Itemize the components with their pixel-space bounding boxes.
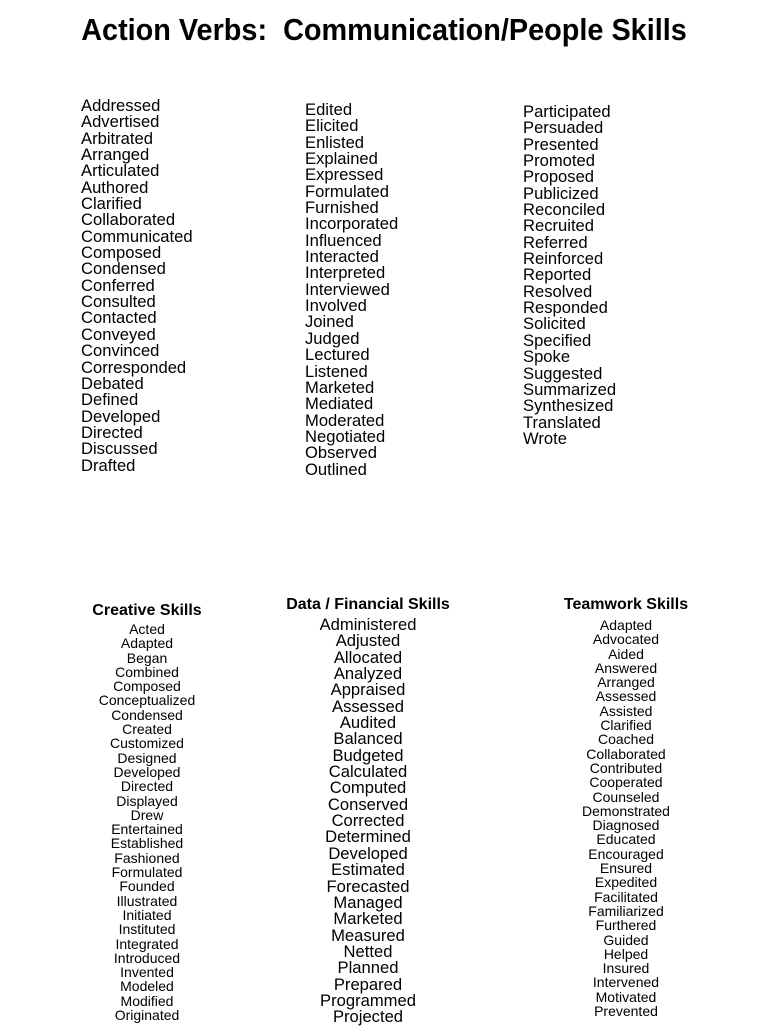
communication-column-1: [81, 98, 193, 474]
verb-item: Projected: [332, 1007, 404, 1026]
verb-item: Facilitated: [594, 888, 658, 905]
verb-item: Recruited: [523, 216, 595, 236]
verb-item: Reported: [523, 265, 592, 285]
verb-item: Judged: [305, 328, 360, 348]
verb-item: Authored: [81, 177, 149, 197]
verb-item: Summarized: [523, 379, 617, 399]
verb-item: Illustrated: [116, 892, 178, 909]
verb-item: Listened: [305, 361, 368, 381]
verb-item: Integrated: [115, 935, 179, 952]
verb-item: Established: [110, 835, 184, 852]
verb-item: Developed: [81, 406, 161, 426]
verb-item: Synthesized: [523, 396, 614, 416]
verb-item: Adapted: [599, 617, 653, 633]
verb-item: Fashioned: [114, 849, 180, 866]
verb-item: Invented: [120, 964, 174, 981]
verb-item: Displayed: [116, 792, 178, 809]
verb-item: Solicited: [523, 314, 586, 334]
verb-item: Estimated: [331, 860, 405, 880]
verb-item: Netted: [343, 941, 393, 961]
verb-item: Suggested: [523, 363, 603, 383]
verb-item: Specified: [523, 330, 592, 350]
verb-item: Assessed: [595, 688, 657, 705]
verb-item: Developed: [328, 843, 408, 863]
verb-item: Interpreted: [305, 263, 386, 283]
verb-item: Responded: [523, 298, 608, 318]
verb-item: Familiarized: [588, 902, 664, 919]
verb-item: Lectured: [305, 345, 370, 365]
verb-item: Condensed: [111, 706, 183, 723]
verb-item: Cooperated: [589, 774, 663, 791]
verb-item: Customized: [110, 735, 184, 752]
verb-item: Assessed: [332, 696, 404, 716]
page-title: Action Verbs: Communication/People Skills: [81, 12, 687, 47]
verb-item: Corrected: [331, 811, 405, 831]
verb-item: Incorporated: [305, 214, 399, 234]
verb-item: Persuaded: [523, 118, 604, 138]
verb-item: Proposed: [523, 167, 595, 187]
verb-item: Introduced: [113, 949, 181, 966]
verb-item: Directed: [81, 422, 143, 442]
verb-item: Programmed: [320, 990, 416, 1010]
verb-item: Drew: [130, 806, 164, 823]
verb-item: Advocated: [592, 631, 660, 648]
verb-item: Marketed: [333, 909, 403, 929]
verb-item: Designed: [117, 749, 177, 766]
verb-item: Collaborated: [81, 210, 176, 230]
verb-item: Educated: [596, 831, 656, 848]
verb-item: Allocated: [333, 647, 403, 667]
verb-item: Enlisted: [305, 132, 365, 152]
verb-item: Formulated: [305, 181, 389, 201]
verb-item: Promoted: [523, 151, 595, 171]
verb-item: Determined: [325, 827, 411, 847]
verb-item: Mediated: [305, 394, 374, 414]
verb-item: Negotiated: [305, 426, 386, 446]
verb-item: Consulted: [81, 292, 156, 312]
verb-item: Involved: [305, 296, 367, 316]
verb-item: Guided: [603, 931, 649, 948]
verb-item: Intervened: [592, 974, 660, 991]
verb-item: Conferred: [81, 275, 155, 295]
communication-column-3: [523, 104, 616, 447]
verb-item: Began: [126, 649, 168, 666]
verb-item: Influenced: [305, 230, 382, 250]
verb-item: Reinforced: [523, 249, 604, 269]
verb-item: Directed: [120, 778, 174, 795]
verb-item: Calculated: [328, 762, 408, 782]
verb-item: Appraised: [330, 680, 406, 700]
verb-item: Aided: [608, 645, 644, 662]
verb-item: Diagnosed: [592, 817, 660, 834]
verb-item: Interacted: [305, 247, 379, 267]
verb-item: Adapted: [120, 635, 174, 652]
verb-item: Outlined: [305, 459, 367, 479]
verb-item: Encouraged: [588, 845, 664, 862]
verb-item: Furnished: [305, 198, 379, 218]
verb-item: Condensed: [81, 259, 166, 279]
verb-item: Insured: [602, 960, 650, 977]
verb-item: Developed: [113, 763, 181, 780]
verb-item: Elicited: [305, 116, 359, 136]
verb-item: Coached: [597, 731, 655, 748]
teamwork-skills-list: [526, 618, 726, 1018]
verb-item: Instituted: [118, 921, 176, 938]
verb-item: Collaborated: [586, 745, 666, 762]
verb-item: Moderated: [305, 410, 385, 430]
verb-item: Convinced: [81, 341, 160, 361]
verb-item: Demonstrated: [582, 802, 670, 819]
verb-item: Founded: [119, 878, 175, 895]
verb-item: Explained: [305, 149, 378, 169]
verb-item: Initiated: [122, 906, 172, 923]
verb-item: Arranged: [597, 674, 655, 691]
verb-item: Contributed: [589, 759, 663, 776]
data-financial-skills-list: [268, 617, 468, 1026]
verb-item: Drafted: [81, 455, 136, 475]
verb-item: Audited: [339, 713, 397, 733]
data-financial-skills-heading: Data / Financial Skills: [286, 596, 450, 613]
verb-item: Originated: [114, 1007, 180, 1024]
verb-item: Marketed: [305, 377, 375, 397]
verb-item: Arranged: [81, 145, 150, 165]
verb-item: Articulated: [81, 161, 160, 181]
verb-item: Resolved: [523, 281, 593, 301]
verb-item: Conserved: [327, 794, 409, 814]
verb-item: Advertised: [81, 112, 160, 132]
verb-item: Clarified: [81, 194, 142, 214]
verb-item: Modeled: [120, 978, 174, 995]
verb-item: Prepared: [333, 974, 403, 994]
verb-item: Planned: [337, 958, 399, 978]
verb-item: Computed: [329, 778, 407, 798]
verb-item: Wrote: [523, 428, 567, 448]
verb-item: Translated: [523, 412, 601, 432]
verb-item: Balanced: [333, 729, 403, 749]
verb-item: Administered: [319, 615, 417, 634]
communication-column-2: [305, 102, 398, 478]
verb-item: Analyzed: [333, 664, 403, 684]
verb-item: Defined: [81, 390, 139, 410]
verb-item: Referred: [523, 232, 588, 252]
verb-item: Corresponded: [81, 357, 187, 377]
verb-item: Prevented: [594, 1003, 658, 1020]
verb-item: Modified: [120, 992, 174, 1009]
verb-item: Measured: [331, 925, 405, 945]
verb-item: Expedited: [594, 874, 658, 891]
verb-item: Created: [122, 721, 172, 738]
verb-item: Spoke: [523, 347, 571, 367]
verb-item: Arbitrated: [81, 128, 153, 148]
verb-item: Communicated: [81, 226, 193, 246]
verb-item: Managed: [333, 892, 403, 912]
verb-item: Composed: [113, 678, 181, 695]
verb-item: Entertained: [111, 821, 183, 838]
verb-item: Participated: [523, 102, 611, 121]
creative-skills-list: [47, 622, 247, 1022]
verb-item: Discussed: [81, 439, 158, 459]
verb-item: Ensured: [599, 860, 653, 877]
verb-item: Acted: [129, 621, 165, 637]
verb-item: Debated: [81, 373, 144, 393]
teamwork-skills-heading: Teamwork Skills: [563, 596, 689, 613]
verb-item: Helped: [603, 945, 649, 962]
verb-item: Observed: [305, 443, 377, 463]
verb-item: Counseled: [592, 788, 660, 805]
verb-item: Expressed: [305, 165, 384, 185]
creative-skills-heading: Creative Skills: [92, 602, 202, 619]
verb-item: Assisted: [599, 702, 653, 719]
verb-item: Formulated: [111, 864, 183, 881]
verb-item: Joined: [305, 312, 354, 332]
verb-item: Reconciled: [523, 200, 606, 220]
verb-item: Contacted: [81, 308, 157, 328]
verb-item: Motivated: [595, 988, 657, 1005]
verb-item: Combined: [115, 663, 179, 680]
verb-item: Budgeted: [332, 745, 404, 765]
verb-item: Composed: [81, 243, 162, 263]
verb-item: Adjusted: [335, 631, 401, 651]
verb-item: Furthered: [595, 917, 657, 934]
verb-item: Addressed: [81, 96, 161, 115]
verb-item: Publicized: [523, 183, 599, 203]
verb-item: Clarified: [600, 717, 652, 734]
verb-item: Conveyed: [81, 324, 156, 344]
verb-item: Answered: [594, 659, 658, 676]
verb-item: Interviewed: [305, 279, 390, 299]
verb-item: Presented: [523, 134, 599, 154]
verb-item: Conceptualized: [98, 692, 196, 709]
verb-item: Edited: [305, 100, 353, 119]
verb-item: Forecasted: [326, 876, 410, 896]
